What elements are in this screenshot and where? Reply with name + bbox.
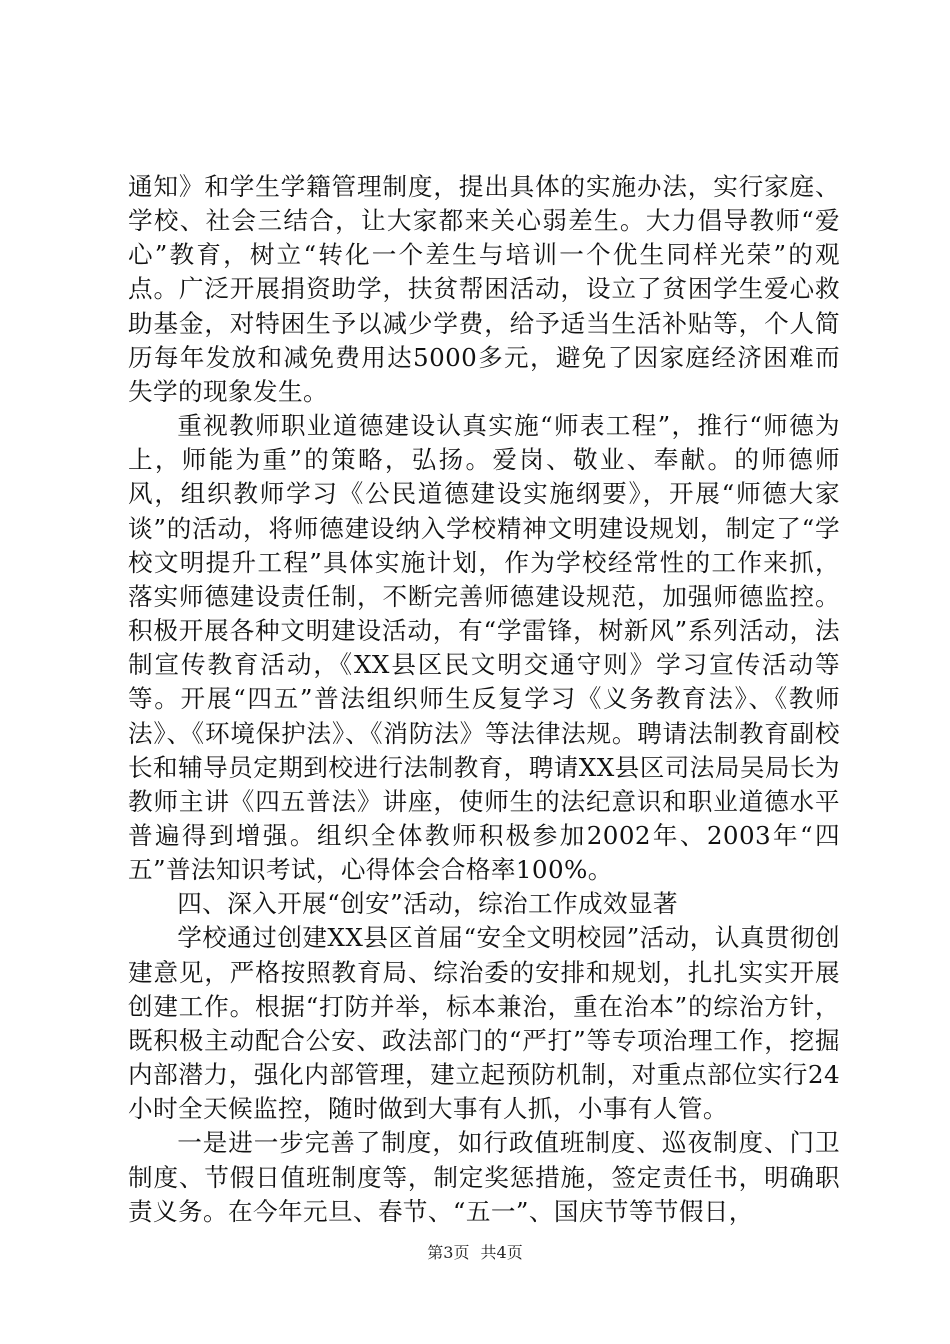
page-total: 共4页 xyxy=(480,1243,523,1262)
paragraph-safe-campus: 学校通过创建XX县区首届“安全文明校园”活动，认真贯彻创建意见，严格按照教育局、综治委的安排和规划，扎扎实实开展创建工作。根据“打防并举，标本兼治，重在治本”的综治方针，既积极主动配合公安、政法部门的“严打”等专项治理工作，挖掘内部潜力，强化内部管理，建立起预防机制，对重点部位实行24小时全天候监控，随时做到大事有人抓，小事有人管。 xyxy=(128,923,840,1124)
page-number: 第3页 xyxy=(427,1243,470,1262)
page-footer xyxy=(0,1242,950,1264)
paragraph-rules: 一是进一步完善了制度，如行政值班制度、巡夜制度、门卫制度、节假日值班制度等，制定奖惩措施，签定责任书，明确职责义务。在今年元旦、春节、“五一”、国庆节等节假日， xyxy=(128,1128,840,1226)
section-heading-safety: 四、深入开展“创安”活动，综治工作成效显著 xyxy=(177,889,679,919)
document-body xyxy=(128,170,840,1229)
paragraph-teacher-ethics: 重视教师职业道德建设认真实施“师表工程”，推行“师德为上，师能为重”的策略，弘扬。爱岗、敬业、奉献。的师德师风，组织教师学习《公民道德建设实施纲要》，开展“师德大家谈”的活动，将师德建设纳入学校精神文明建设规划，制定了“学校文明提升工程”具体实施计划，作为学校经常性的工作来抓，落实师德建设责任制，不断完善师德建设规范，加强师德监控。积极开展各种文明建设活动，有“学雷锋，树新风”系列活动，法制宣传教育活动，《XX县区民文明交通守则》学习宣传活动等等。开展“四五”普法组织师生反复学习《义务教育法》、《教师法》、《环境保护法》、《消防法》等法律法规。聘请法制教育副校长和辅导员定期到校进行法制教育，聘请XX县区司法局吴局长为教师主讲《四五普法》讲座，使师生的法纪意识和职业道德水平普遍得到增强。组织全体教师积极参加2002年、2003年“四五”普法知识考试，心得体会合格率100%。 xyxy=(128,411,840,885)
paragraph-continued: 通知》和学生学籍管理制度，提出具体的实施办法，实行家庭、学校、社会三结合，让大家都来关心弱差生。大力倡导教师“爱心”教育，树立“转化一个差生与培训一个优生同样光荣”的观点。广泛开展捐资助学，扶贫帮困活动，设立了贫困学生爱心救助基金，对特困生予以减少学费，给予适当生活补贴等，个人简历每年发放和减免费用达5000多元，避免了因家庭经济困难而失学的现象发生。 xyxy=(128,172,840,406)
